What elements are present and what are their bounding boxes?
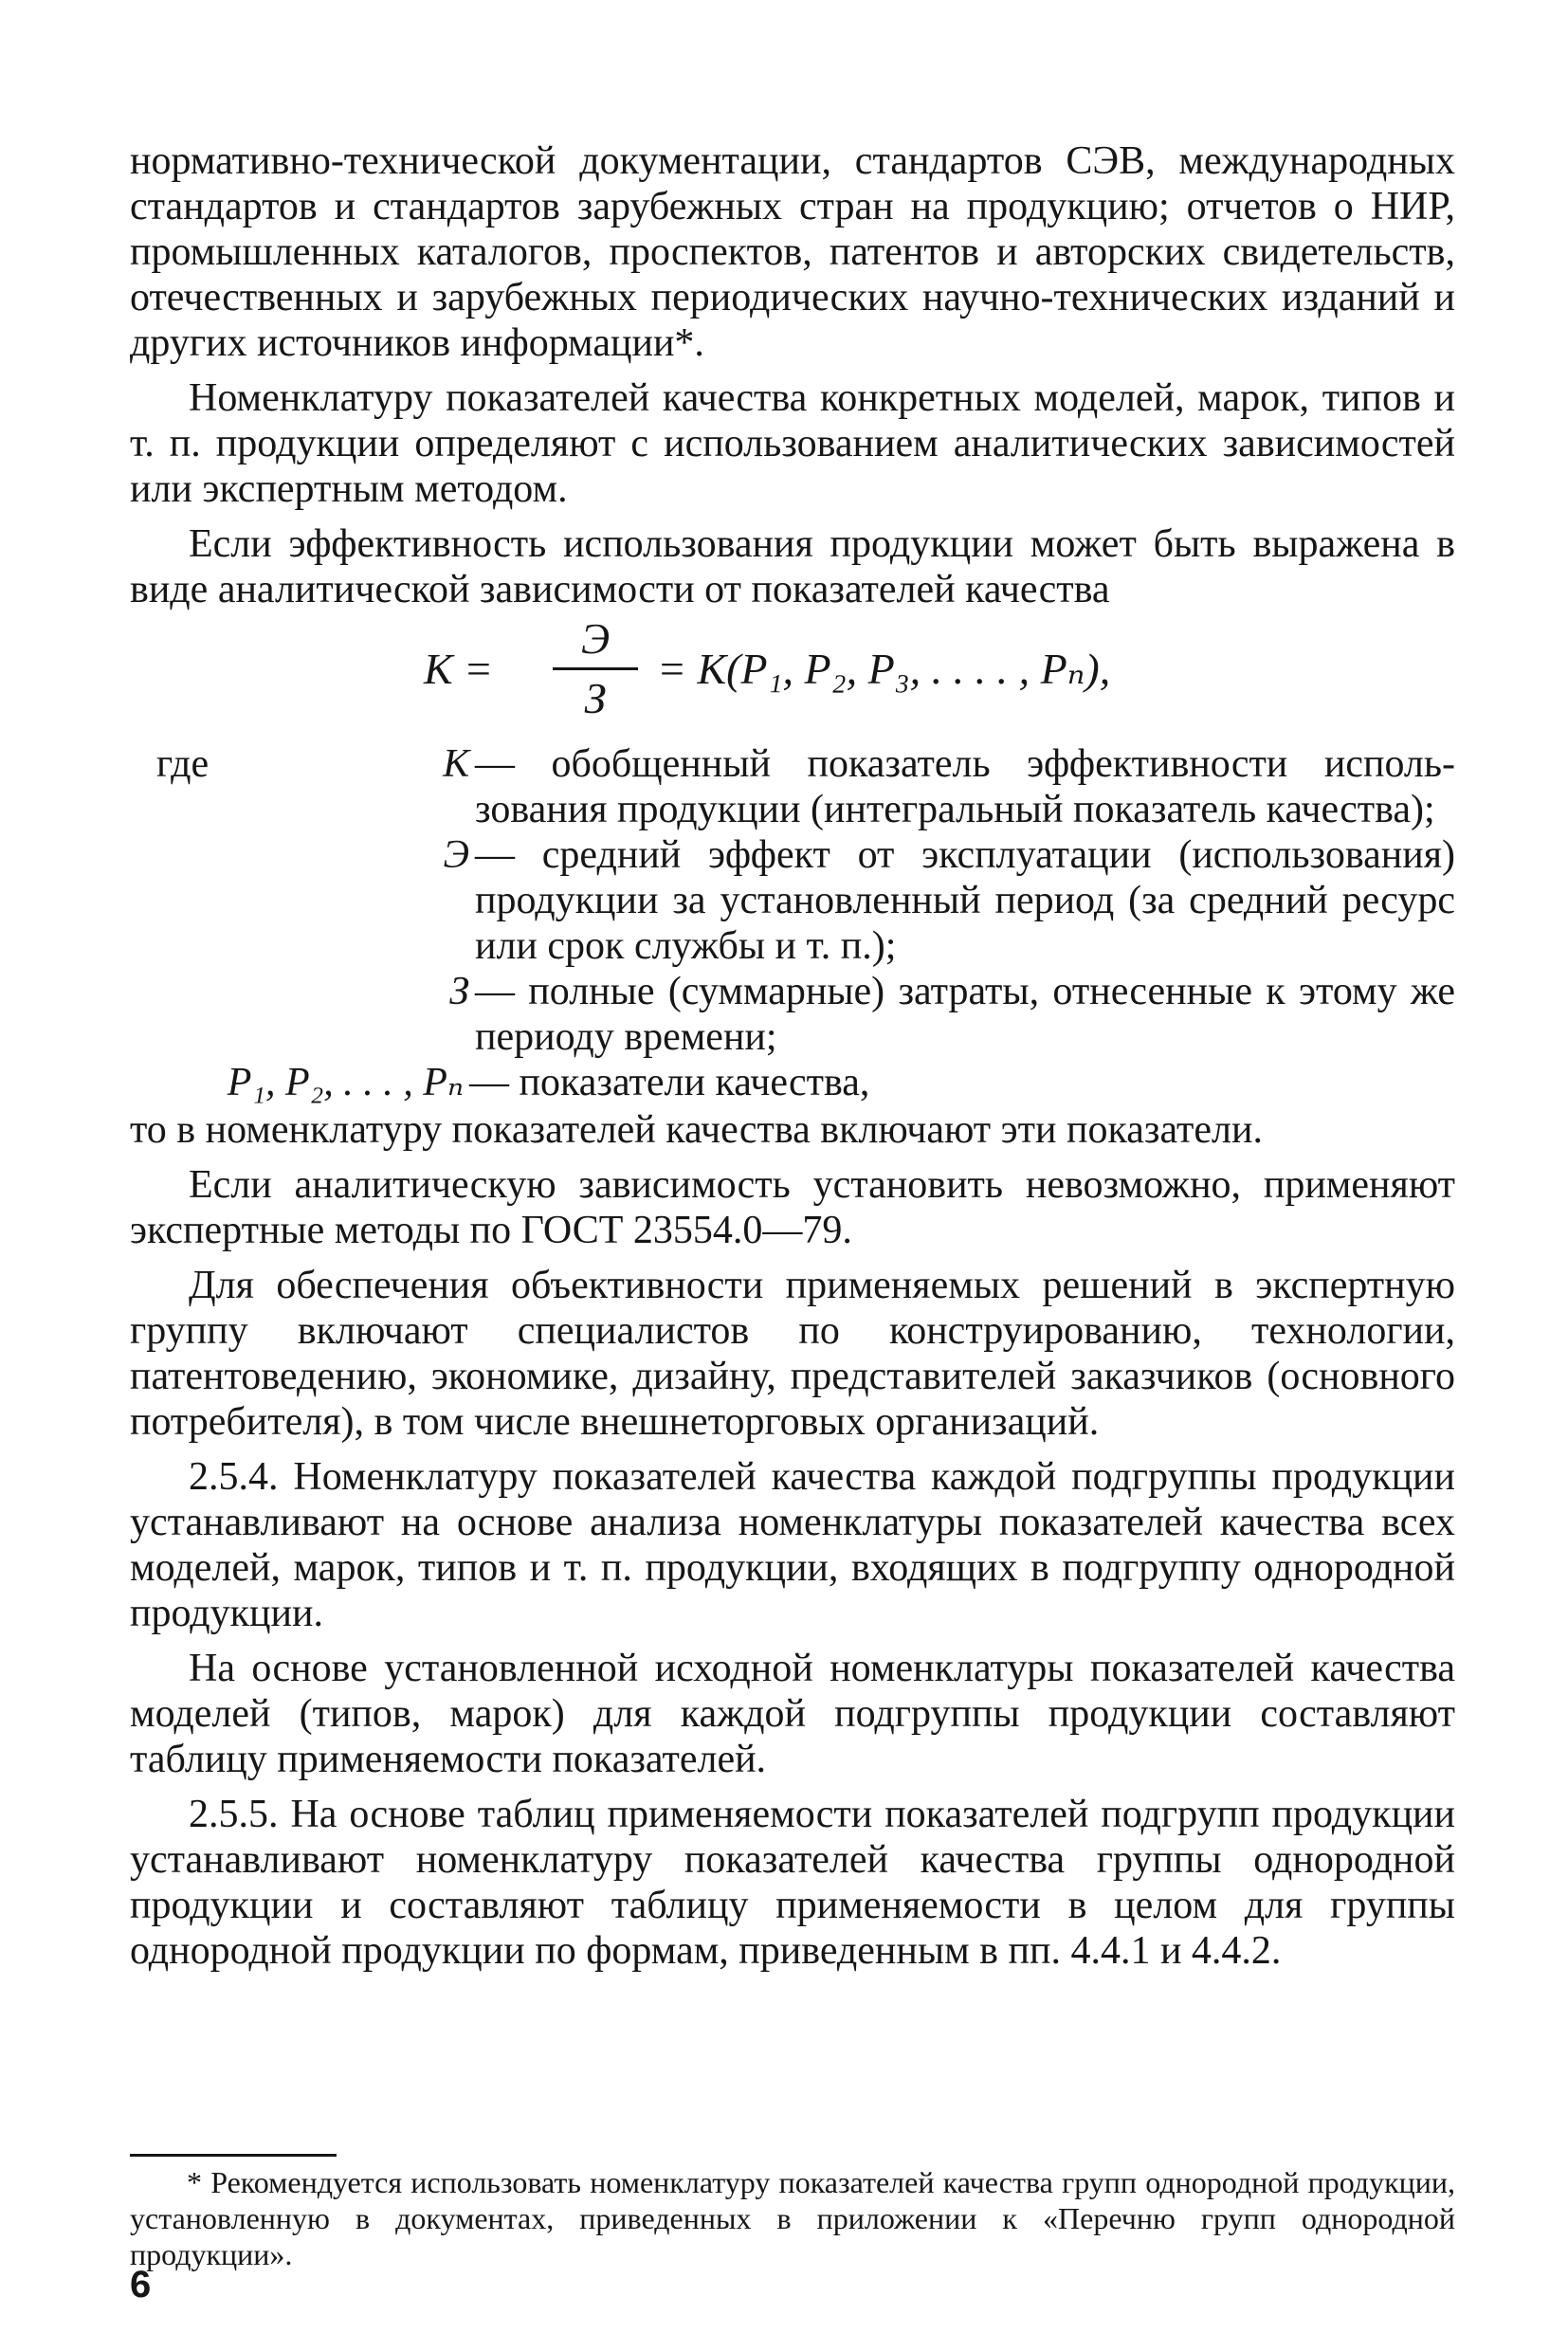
- where-label: где: [156, 742, 210, 786]
- where-item-text: — показатели качества,: [469, 1061, 870, 1104]
- paragraph-efficiency: Если эффективность использования продукции может быть выражена в виде аналитической зависимости от показателей качества: [130, 522, 1455, 611]
- paragraph-continuation: нормативно-технической документации, стандартов СЭВ, международных стандартов и стандартов зарубежных стран на продукцию; отчетов о НИР, промышленных каталогов, проспектов, патентов и авторских свидетельств, отечественных и зарубежных периодических научно-технических изданий и других источников информации*.: [130, 139, 1455, 365]
- where-item-text: — средний эффект от эксплуатации (использования) продукции за установленный период (за средний ресурс или срок службы и т. п.);: [475, 833, 1455, 968]
- where-item-p: [130, 1060, 1455, 1105]
- formula-numerator: Э: [580, 614, 611, 663]
- formula-denominator: З: [584, 674, 607, 722]
- where-item-symbol: З: [449, 970, 469, 1013]
- formula-lhs: К =: [424, 645, 494, 693]
- paragraph-expert-group: Для обеспечения объективности применяемых решений в экспертную группу включают специалистов по конструированию, технологии, патентоведению, экономике, дизайну, представителей заказчиков (основного потребителя), в том числе внешнеторговых организаций.: [130, 1264, 1455, 1444]
- paragraph-applicability: На основе установленной исходной номенклатуры показателей качества моделей (типов, марок) для каждой подгруппы продукции составляют таблицу применяемости показателей.: [130, 1647, 1455, 1781]
- where-item-symbol: Э: [443, 833, 469, 877]
- where-item-symbol: P₁, P₂, . . . , Pₙ: [227, 1061, 464, 1104]
- where-item-text: — полные (суммарные) затраты, отнесенные к этому же периоду времени;: [475, 970, 1455, 1059]
- footnote: * Рекомендуется использовать номенклатуру показателей качества групп однородной продукции, установленную в документах, приведенных в приложении к «Перечню групп однородной продукции».: [130, 2165, 1455, 2271]
- where-item-text: — обобщенный показатель эффективности использования продукции (интегральный показатель качества);: [475, 742, 1455, 831]
- efficiency-formula: [130, 614, 1455, 728]
- where-item-symbol: К: [443, 742, 469, 786]
- where-items: [357, 741, 1455, 1060]
- paragraph-nomenclature-models: Номенклатуру показателей качества конкретных моделей, марок, типов и т. п. продукции определяют с использованием аналитических зависимостей или экспертным методом.: [130, 376, 1455, 511]
- where-item-z: [357, 969, 1455, 1060]
- footnote-rule: [130, 2154, 337, 2157]
- formula-fraction: [553, 616, 638, 721]
- where-item-k: [357, 741, 1455, 832]
- paragraph-2-5-4: 2.5.4. Номенклатуру показателей качества каждой подгруппы продукции устанавливают на основе анализа номенклатуры показателей качества всех моделей, марок, типов и т. п. продукции, входящих в подгруппу однородной продукции.: [130, 1455, 1455, 1635]
- page-number: 6: [130, 2264, 152, 2305]
- fraction-bar: [553, 667, 638, 670]
- main-text: [130, 138, 1455, 1983]
- paragraph-2-5-5: 2.5.5. На основе таблиц применяемости показателей подгрупп продукции устанавливают номенклатуру показателей качества группы однородной продукции и составляют таблицу применяемости в целом для группы однородной продукции по формам, приведенным в пп. 4.4.1 и 4.4.2.: [130, 1793, 1455, 1973]
- paragraph-include: то в номенклатуру показателей качества включают эти показатели.: [130, 1108, 1263, 1152]
- where-block: [130, 741, 1455, 1105]
- formula-rhs: = К(P₁, P₂, P₃, . . . . , Pₙ),: [657, 645, 1111, 693]
- paragraph-expert-methods: Если аналитическую зависимость установить невозможно, применяют экспертные методы по ГОСТ 23554.0—79.: [130, 1163, 1455, 1252]
- where-item-e: [357, 832, 1455, 969]
